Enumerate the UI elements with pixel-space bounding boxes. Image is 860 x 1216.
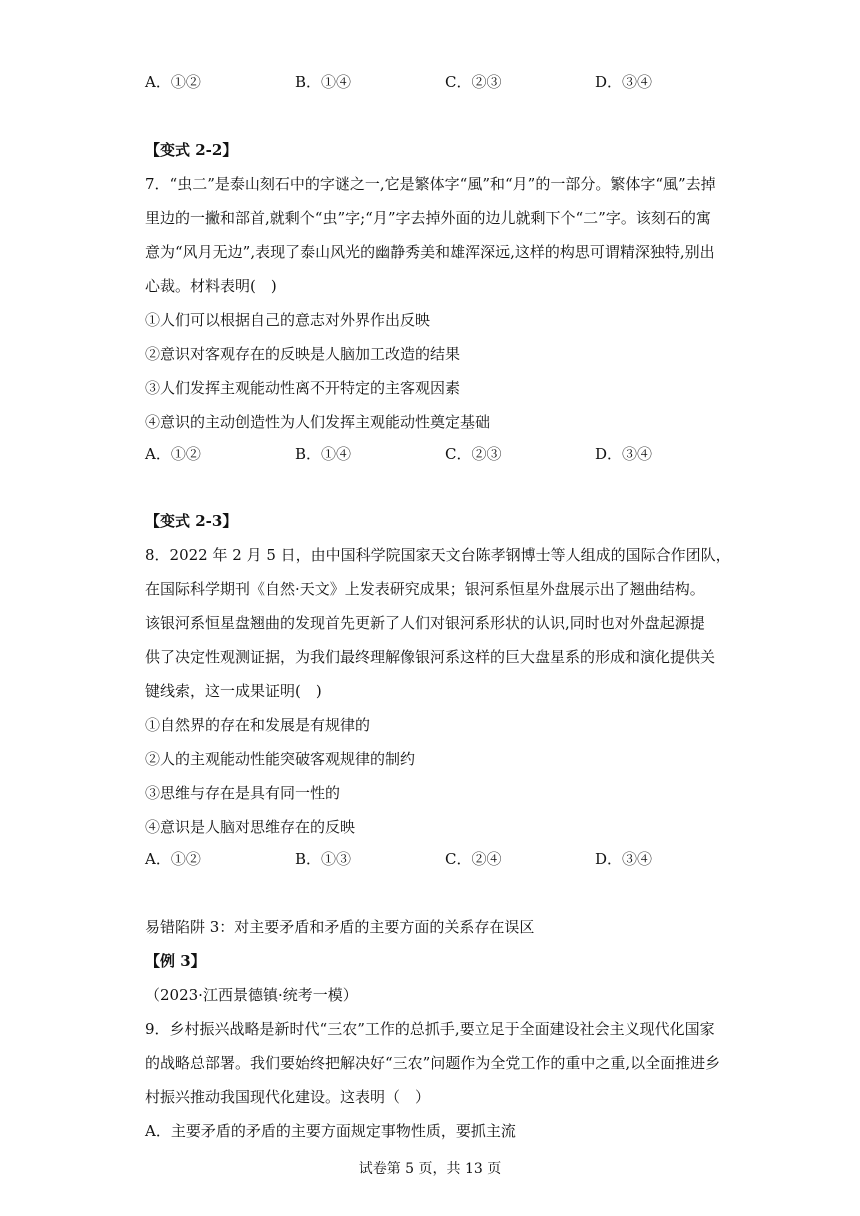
options-row-top	[145, 72, 745, 92]
q7-item-2: ②意识对客观存在的反映是人脑加工改造的结果	[145, 345, 461, 363]
q7-stem-line-3: 意为“风月无边”,表现了泰山风光的幽静秀美和雄浑深远,这样的构思可谓精深独特,别出	[145, 243, 715, 261]
page-footer: 试卷第 5 页，共 13 页	[358, 1161, 502, 1177]
option-c[interactable]: C．②③	[445, 73, 502, 91]
variant-tag-2-3: 【变式 2-3】	[145, 512, 238, 530]
q9-stem-line-3: 村振兴推动我国现代化建设。这表明（ ）	[145, 1088, 431, 1106]
q8-options	[145, 849, 745, 869]
q7-option-a[interactable]: A．①②	[145, 445, 201, 463]
q8-stem-line-1: 8．2022 年 2 月 5 日，由中国科学院国家天文台陈孝钢博士等人组成的国际合作团队，	[145, 546, 731, 564]
q7-option-d[interactable]: D．③④	[595, 445, 653, 463]
q8-item-2: ②人的主观能动性能突破客观规律的制约	[145, 750, 416, 768]
option-d[interactable]: D．③④	[595, 73, 653, 91]
q8-item-3: ③思维与存在是具有同一性的	[145, 784, 341, 802]
q7-stem-line-4: 心裁。材料表明( )	[145, 277, 277, 295]
example-tag-3: 【例 3】	[145, 952, 206, 970]
variant-tag-2-2: 【变式 2-2】	[145, 141, 238, 159]
q8-item-4: ④意识是人脑对思维存在的反映	[145, 818, 356, 836]
q8-option-b[interactable]: B．①③	[295, 850, 352, 868]
q8-option-d[interactable]: D．③④	[595, 850, 653, 868]
q8-stem-line-5: 键线索，这一成果证明( )	[145, 682, 322, 700]
q8-stem-line-3: 该银河系恒星盘翘曲的发现首先更新了人们对银河系形状的认识,同时也对外盘起源提	[145, 614, 705, 632]
q7-option-c[interactable]: C．②③	[445, 445, 502, 463]
trap-3-heading: 易错陷阱 3：对主要矛盾和矛盾的主要方面的关系存在误区	[145, 918, 535, 936]
option-b[interactable]: B．①④	[295, 73, 352, 91]
q8-option-c[interactable]: C．②④	[445, 850, 502, 868]
q8-stem-line-2: 在国际科学期刊《自然·天文》上发表研究成果；银河系恒星外盘展示出了翘曲结构。	[145, 580, 705, 598]
q9-stem-line-2: 的战略总部署。我们要始终把解决好“三农”问题作为全党工作的重中之重,以全面推进乡	[145, 1054, 721, 1072]
option-a[interactable]: A．①②	[145, 73, 201, 91]
q9-option-a[interactable]: A．主要矛盾的矛盾的主要方面规定事物性质，要抓主流	[145, 1122, 516, 1140]
q8-item-1: ①自然界的存在和发展是有规律的	[145, 716, 371, 734]
q7-options	[145, 444, 745, 464]
q7-stem-line-2: 里边的一撇和部首,就剩个“虫”字;“月”字去掉外面的边儿就剩下个“二”字。该刻石的寓	[145, 209, 711, 227]
q7-item-1: ①人们可以根据自己的意志对外界作出反映	[145, 311, 431, 329]
q9-stem-line-1: 9．乡村振兴战略是新时代“三农”工作的总抓手,要立足于全面建设社会主义现代化国家	[145, 1020, 715, 1038]
q7-item-4: ④意识的主动创造性为人们发挥主观能动性奠定基础	[145, 413, 491, 431]
q8-stem-line-4: 供了决定性观测证据，为我们最终理解像银河系这样的巨大盘星系的形成和演化提供关	[145, 648, 716, 666]
q9-source: （2023·江西景德镇·统考一模）	[145, 986, 358, 1004]
q7-stem-line-1: 7．“虫二”是泰山刻石中的字谜之一,它是繁体字“風”和“月”的一部分。繁体字“風”去掉	[145, 175, 716, 193]
q7-option-b[interactable]: B．①④	[295, 445, 352, 463]
q7-item-3: ③人们发挥主观能动性离不开特定的主客观因素	[145, 379, 461, 397]
q8-option-a[interactable]: A．①②	[145, 850, 201, 868]
